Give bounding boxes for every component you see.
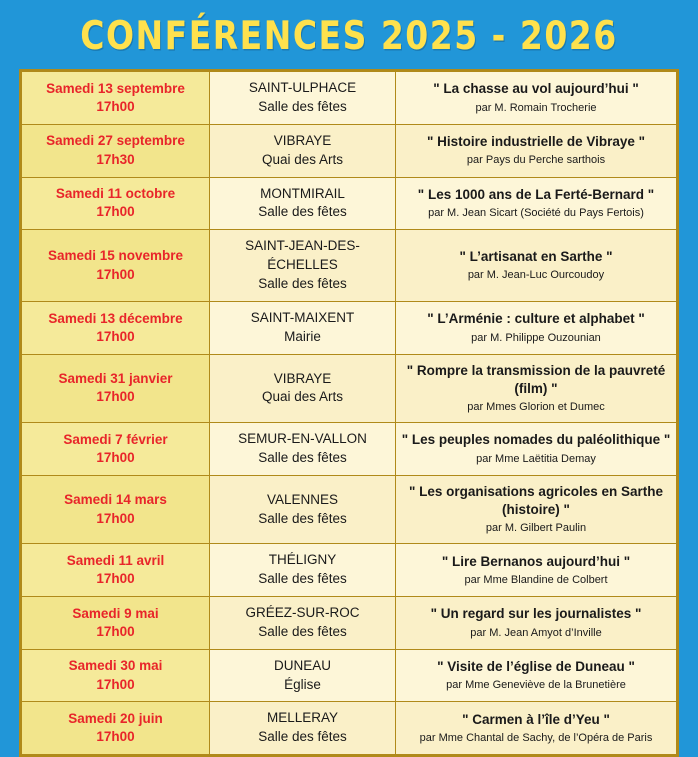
table-row: [22, 177, 677, 230]
table-row: [22, 230, 677, 302]
table-row: [22, 354, 677, 422]
schedule-table-body: [22, 72, 677, 755]
row-date: [22, 302, 210, 355]
place-name: VALENNES: [266, 491, 339, 507]
place-venue: Salle des fêtes: [258, 510, 347, 526]
row-topic: [396, 475, 677, 543]
date-day: Samedi 11 avril: [66, 552, 165, 568]
date-day: Samedi 20 juin: [68, 711, 163, 727]
date-time: 17h00: [96, 266, 135, 282]
topic-speaker: par Mme Blandine de Colbert: [464, 573, 608, 586]
row-date: [22, 475, 210, 543]
place-venue: Salle des fêtes: [258, 623, 347, 639]
row-date: [22, 354, 210, 422]
row-place: [210, 72, 396, 125]
place-venue: Salle des fêtes: [258, 204, 347, 220]
topic-title: " Les 1000 ans de La Ferté-Bernard ": [417, 186, 655, 202]
date-day: Samedi 14 mars: [64, 492, 167, 508]
topic-speaker: par M. Jean Sicart (Société du Pays Fertois): [428, 207, 644, 220]
row-topic: [396, 423, 677, 476]
topic-speaker: par Mme Geneviève de la Brunetière: [446, 679, 626, 692]
row-date: [22, 72, 210, 125]
date-time: 17h00: [96, 676, 135, 692]
table-row: [22, 423, 677, 476]
row-place: [210, 423, 396, 476]
place-venue: Salle des fêtes: [258, 276, 347, 292]
place-name: DUNEAU: [273, 657, 331, 673]
topic-title: " L’artisanat en Sarthe ": [459, 249, 613, 265]
row-place: [210, 544, 396, 597]
row-topic: [396, 649, 677, 702]
topic-title: " Un regard sur les journalistes ": [430, 606, 642, 622]
date-day: Samedi 9 mai: [72, 605, 159, 621]
table-row: [22, 72, 677, 125]
row-date: [22, 124, 210, 177]
row-place: [210, 649, 396, 702]
place-name: MELLERAY: [266, 710, 339, 726]
table-row: [22, 544, 677, 597]
topic-speaker: par Pays du Perche sarthois: [466, 154, 606, 167]
row-place: [210, 230, 396, 302]
topic-title: " Histoire industrielle de Vibraye ": [426, 134, 646, 150]
topic-speaker: par M. Gilbert Paulin: [485, 522, 587, 535]
place-venue: Mairie: [284, 328, 321, 344]
place-name: SAINT-MAIXENT: [250, 310, 355, 326]
place-name: MONTMIRAIL: [260, 185, 345, 201]
place-venue: Salle des fêtes: [258, 449, 347, 465]
place-venue: Quai des Arts: [261, 389, 344, 405]
date-day: Samedi 13 décembre: [48, 310, 183, 326]
date-time: 17h00: [96, 389, 135, 405]
date-time: 17h00: [96, 204, 135, 220]
date-day: Samedi 7 février: [63, 431, 168, 447]
row-topic: [396, 596, 677, 649]
topic-speaker: par Mmes Glorion et Dumec: [467, 401, 605, 414]
table-row: [22, 124, 677, 177]
date-day: Samedi 11 octobre: [55, 186, 176, 202]
date-time: 17h00: [96, 98, 135, 114]
row-place: [210, 475, 396, 543]
place-name: VIBRAYE: [273, 132, 332, 148]
date-time: 17h00: [96, 510, 135, 526]
place-venue: Salle des fêtes: [258, 571, 347, 587]
row-topic: [396, 230, 677, 302]
row-date: [22, 423, 210, 476]
date-time: 17h00: [96, 623, 135, 639]
date-time: 17h00: [96, 571, 135, 587]
row-topic: [396, 354, 677, 422]
row-date: [22, 177, 210, 230]
topic-speaker: par M. Jean Amyot d’Inville: [470, 626, 602, 639]
topic-title: " Les peuples nomades du paléolithique ": [401, 432, 671, 448]
topic-title: " Lire Bernanos aujourd’hui ": [441, 553, 631, 569]
place-name: SAINT-JEAN-DES-ÉCHELLES: [245, 238, 360, 273]
topic-speaker: par M. Philippe Ouzounian: [471, 331, 601, 344]
row-topic: [396, 72, 677, 125]
row-date: [22, 230, 210, 302]
date-day: Samedi 30 mai: [68, 658, 163, 674]
place-name: GRÉEZ-SUR-ROC: [245, 604, 360, 620]
row-topic: [396, 124, 677, 177]
topic-speaker: par Mme Chantal de Sachy, de l’Opéra de Paris: [419, 732, 653, 745]
date-day: Samedi 31 janvier: [58, 371, 173, 387]
date-time: 17h00: [96, 328, 135, 344]
schedule-table: [21, 71, 677, 755]
row-place: [210, 354, 396, 422]
row-topic: [396, 177, 677, 230]
date-day: Samedi 13 septembre: [46, 80, 185, 96]
date-time: 17h30: [96, 151, 135, 167]
topic-title: " L’Arménie : culture et alphabet ": [427, 311, 645, 327]
date-day: Samedi 27 septembre: [46, 133, 185, 149]
row-topic: [396, 302, 677, 355]
table-row: [22, 475, 677, 543]
row-place: [210, 177, 396, 230]
topic-speaker: par M. Romain Trocherie: [475, 101, 597, 114]
topic-title: " Les organisations agricoles en Sarthe (histoire) ": [409, 483, 663, 518]
place-name: SEMUR-EN-VALLON: [238, 431, 367, 447]
topic-title: " Carmen à l’île d’Yeu ": [462, 711, 610, 727]
table-row: [22, 649, 677, 702]
table-row: [22, 302, 677, 355]
place-venue: Quai des Arts: [261, 151, 344, 167]
topic-title: " Rompre la transmission de la pauvreté (film) ": [406, 362, 666, 397]
row-date: [22, 596, 210, 649]
place-venue: Église: [284, 676, 321, 692]
date-day: Samedi 15 novembre: [47, 248, 184, 264]
date-time: 17h00: [96, 729, 135, 745]
date-time: 17h00: [96, 449, 135, 465]
place-venue: Salle des fêtes: [258, 98, 347, 114]
topic-title: " La chasse au vol aujourd’hui ": [433, 81, 639, 97]
place-venue: Salle des fêtes: [258, 729, 347, 745]
topic-title: " Visite de l’église de Duneau ": [437, 659, 635, 675]
row-place: [210, 302, 396, 355]
table-row: [22, 596, 677, 649]
topic-speaker: par M. Jean-Luc Ourcoudoy: [467, 269, 605, 282]
row-date: [22, 544, 210, 597]
schedule-table-container: [19, 69, 679, 757]
row-place: [210, 596, 396, 649]
place-name: VIBRAYE: [273, 370, 332, 386]
row-place: [210, 124, 396, 177]
row-date: [22, 649, 210, 702]
page-title: CONFÉRENCES 2025 - 2026: [80, 12, 618, 59]
topic-speaker: par Mme Laëtitia Demay: [476, 452, 596, 465]
place-name: SAINT-ULPHACE: [248, 80, 357, 95]
row-topic: [396, 544, 677, 597]
place-name: THÉLIGNY: [268, 552, 337, 568]
